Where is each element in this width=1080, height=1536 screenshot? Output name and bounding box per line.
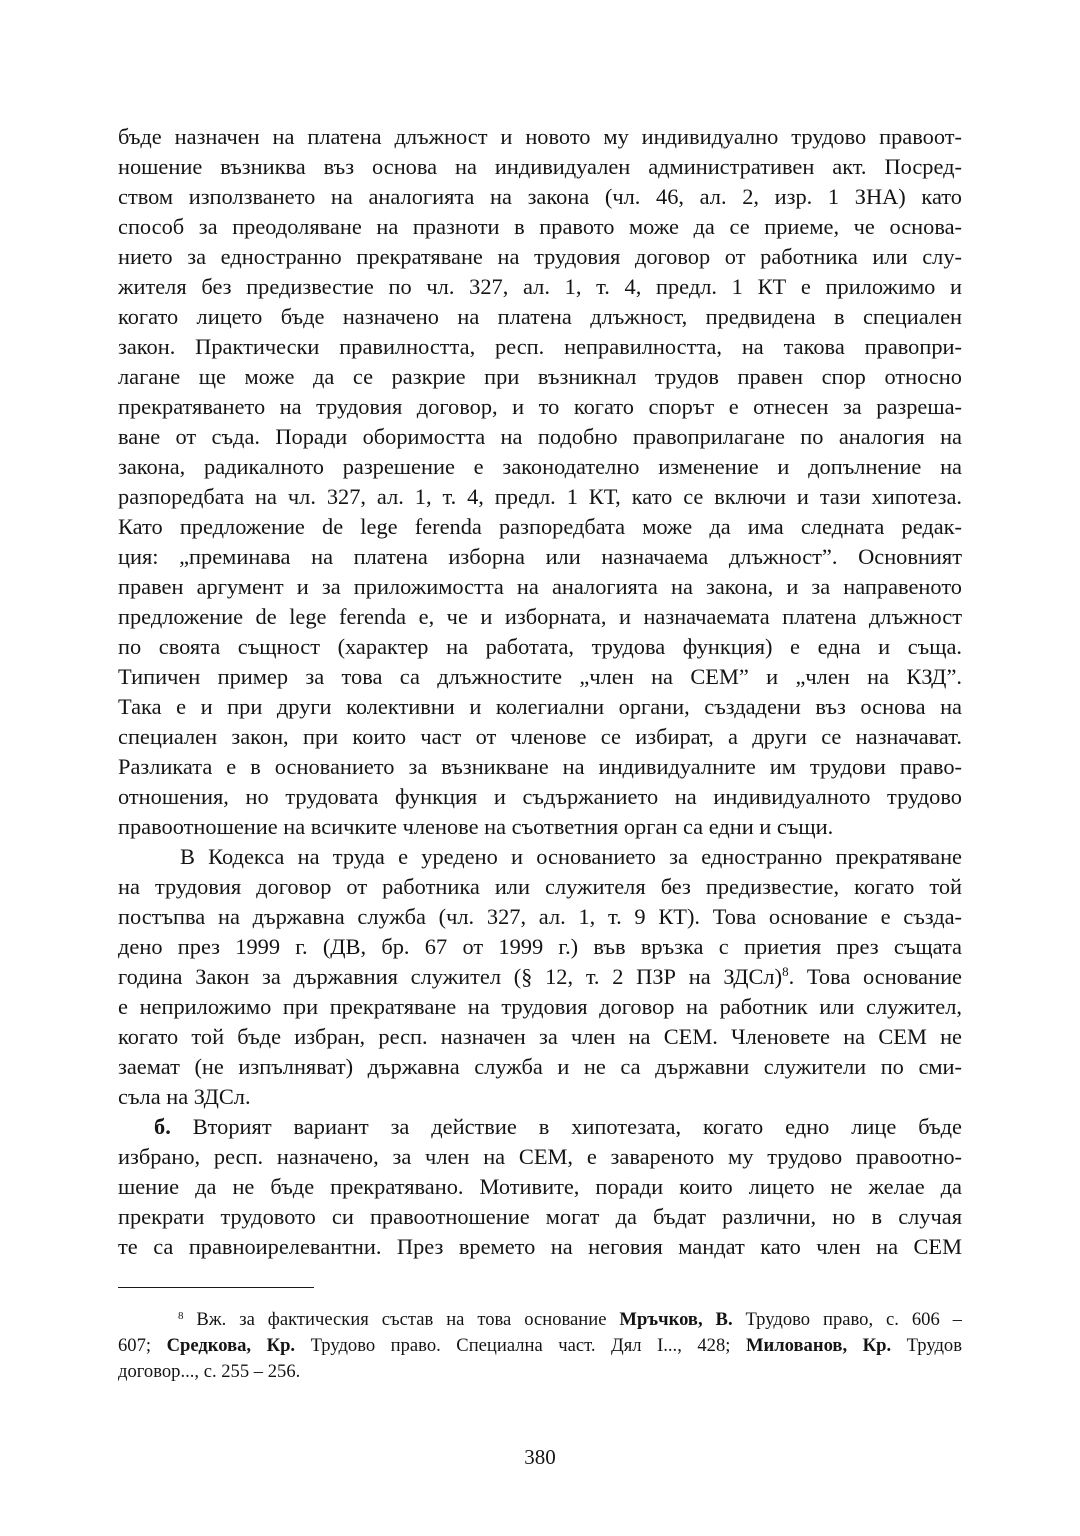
text-line: нието за едностранно прекратяване на трудовия договор от работника или слу- — [118, 244, 962, 269]
text-line: разпоредбата на чл. 327, ал. 1, т. 4, предл. 1 КТ, като се включи и тази хипотеза. — [118, 484, 962, 509]
text-line: правоотношение на всичките членове на съответния орган са едни и същи. — [118, 814, 834, 839]
cited-author: Мръчков, В. — [619, 1309, 733, 1330]
cited-author: Средкова, Кр. — [166, 1335, 296, 1356]
footnote-reference: 8 — [782, 964, 789, 979]
text-line: закона, радикалното разрешение е законодателно изменение и допълнение на — [118, 454, 962, 479]
text-segment: 607; — [118, 1335, 167, 1356]
text-segment: Трудово право, с. 606 – — [732, 1309, 962, 1330]
paragraph-first-line — [118, 1112, 962, 1142]
text-segment: Трудов — [891, 1335, 962, 1356]
text-line: специален закон, при които част от членове се избират, а други се назначават. — [118, 724, 962, 749]
text-line: когато той бъде избран, респ. назначен за член на СЕМ. Членовете на СЕМ не — [118, 1024, 962, 1049]
text-line: шение да не бъде прекратявано. Мотивите, поради които лицето не желае да — [118, 1174, 962, 1199]
text-line: отношения, но трудовата функция и съдържанието на индивидуалното трудово — [118, 784, 962, 809]
main-text — [118, 122, 962, 1262]
item-marker: б. — [154, 1114, 171, 1139]
text-line: прекрати трудовото си правоотношение могат да бъдат различни, но в случая — [118, 1204, 962, 1229]
text-line: когато лицето бъде назначено на платена длъжност, предвидена в специален — [118, 304, 962, 329]
text-line: Разликата е в основанието за възникване на индивидуалните им трудови право- — [118, 754, 962, 779]
text-line: те са правноирелевантни. През времето на неговия мандат като член на СЕМ — [118, 1234, 962, 1259]
text-line: закон. Практически правилността, респ. неправилността, на такова правопри- — [118, 334, 962, 359]
text-line: правен аргумент и за приложимостта на аналогията на закона, и за направеното — [118, 574, 962, 599]
text-line: Типичен пример за това са длъжностите „член на СЕМ” и „член на КЗД”. — [118, 664, 962, 689]
text-line: ване от съда. Поради оборимостта на подобно правоприлагане по аналогия на — [118, 424, 962, 449]
text-segment: Трудово право. Специална част. Дял I..., 428; — [295, 1335, 746, 1356]
text-line: прекратяването на трудовия договор, и то когато спорът е отнесен за разреша- — [118, 394, 962, 419]
footnote-line — [118, 1307, 962, 1333]
text-line: ция: „преминава на платена изборна или назначаема длъжност”. Основният — [118, 544, 962, 569]
text-line: съла на ЗДСл. — [118, 1084, 251, 1109]
text-line: постъпва на държавна служба (чл. 327, ал. 1, т. 9 КТ). Това основание е създа- — [118, 904, 962, 929]
text-line-with-footnote-ref — [118, 962, 962, 992]
text-line: ношение възниква въз основа на индивидуален административен акт. Посред- — [118, 154, 962, 179]
text-line: жителя без предизвестие по чл. 327, ал. 1, т. 4, предл. 1 КТ е приложимо и — [118, 274, 962, 299]
text-segment: . Това основание — [788, 964, 962, 989]
text-line: избрано, респ. назначено, за член на СЕМ, е завареното му трудово правоотно- — [118, 1144, 962, 1169]
footnote-separator — [118, 1287, 314, 1288]
text-line: е неприложимо при прекратяване на трудовия договор на работник или служител, — [118, 994, 962, 1019]
text-line: предложение de lege ferenda е, че и изборната, и назначаемата платена длъжност — [118, 604, 962, 629]
text-line: дено през 1999 г. (ДВ, бр. 67 от 1999 г.) във връзка с приетия през същата — [118, 934, 962, 959]
footnote — [118, 1307, 962, 1385]
text-segment: Вторият вариант за действие в хипотезата, когато едно лице бъде — [170, 1114, 962, 1139]
text-line: ством използването на аналогията на закона (чл. 46, ал. 2, изр. 1 ЗНА) като — [118, 184, 962, 209]
text-line: по своята същност (характер на работата, трудова функция) е една и съща. — [118, 634, 962, 659]
footnote-number: 8 — [178, 1310, 184, 1322]
text-line: лагане ще може да се разкрие при възникнал трудов правен спор относно — [118, 364, 962, 389]
text-line: заемат (не изпълняват) държавна служба и не са държавни служители по сми- — [118, 1054, 962, 1079]
text-line: Като предложение de lege ferenda разпоредбата може да има следната редак- — [118, 514, 962, 539]
text-line: бъде назначен на платена длъжност и новото му индивидуално трудово правоот- — [118, 124, 962, 149]
footnote-line: договор..., с. 255 – 256. — [118, 1361, 301, 1382]
paragraph-first-line: В Кодекса на труда е уредено и основанието за едностранно прекратяване — [180, 844, 962, 869]
page-number: 380 — [524, 1445, 556, 1469]
footnote-line — [118, 1333, 962, 1359]
cited-author: Милованов, Кр. — [745, 1335, 892, 1356]
text-segment: Вж. за фактическия състав на това основание — [183, 1309, 620, 1330]
text-line: Така е и при други колективни и колегиални органи, създадени въз основа на — [118, 694, 962, 719]
text-line: способ за преодоляване на празноти в правото може да се приеме, че основа- — [118, 214, 962, 239]
text-line: на трудовия договор от работника или служителя без предизвестие, когато той — [118, 874, 962, 899]
text-segment: година Закон за държавния служител (§ 12, т. 2 ПЗР на ЗДСл) — [118, 964, 783, 989]
